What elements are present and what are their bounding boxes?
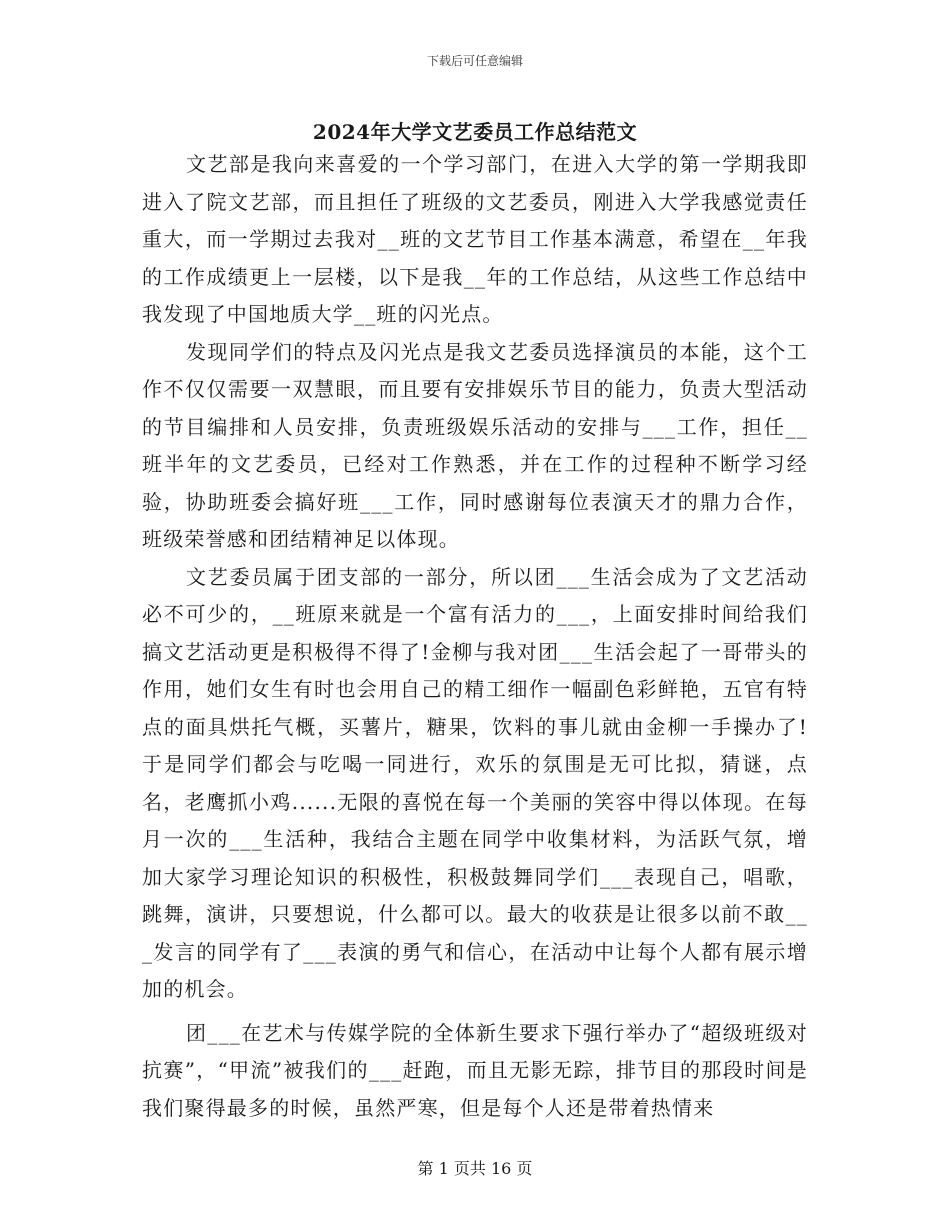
paragraph-1: 文艺部是我向来喜爱的一个学习部门，在进入大学的第一学期我即进入了院文艺部，而且担任了班级的文艺委员，刚进入大学我感觉责任重大，而一学期过去我对__班的文艺节目工作基本满意，希望在__年我的工作成绩更上一层楼，以下是我__年的工作总结，从这些工作总结中我发现了中国地质大学__班的闪光点。 — [142, 152, 808, 326]
page-header: 下载后可任意编辑 — [426, 54, 523, 68]
paragraph-2: 发现同学们的特点及闪光点是我文艺委员选择演员的本能，这个工作不仅仅需要一双慧眼，而且要有安排娱乐节目的能力，负责大型活动的节目编排和人员安排，负责班级娱乐活动的安排与___工作，担任__班半年的文艺委员，已经对工作熟悉，并在工作的过程种不断学习经验，协助班委会搞好班___工作，同时感谢每位表演天才的鼎力合作，班级荣誉感和团结精神足以体现。 — [142, 339, 808, 551]
paragraph-4: 团___在艺术与传媒学院的全体新生要求下强行举办了“超级班级对抗赛”，“甲流”被我们的___赶跑，而且无影无踪，排节目的那段时间是我们聚得最多的时候，虽然严寒，但是每个人还是带着热情来 — [142, 1020, 808, 1120]
page-footer: 第 1 页共 16 页 — [417, 1159, 533, 1178]
document-title: 2024年大学文艺委员工作总结范文 — [312, 120, 638, 144]
document-body — [142, 146, 808, 1127]
paragraph-3: 文艺委员属于团支部的一部分，所以团___生活会成为了文艺活动必不可少的，__班原来就是一个富有活力的___，上面安排时间给我们搞文艺活动更是积极得不得了!金柳与我对团___生活会起了一哥带头的作用，她们女生有时也会用自己的精工细作一幅副色彩鲜艳，五官有特点的面具烘托气概，买薯片，糖果，饮料的事儿就由金柳一手操办了!于是同学们都会与吃喝一同进行，欢乐的氛围是无可比拟，猜谜，点名，老鹰抓小鸡......无限的喜悦在每一个美丽的笑容中得以体现。在每月一次的___生活种，我结合主题在同学中收集材料，为活跃气氛，增加大家学习理论知识的积极性，积极鼓舞同学们___表现自己，唱歌，跳舞，演讲，只要想说，什么都可以。最大的收获是让很多以前不敢___发言的同学有了___表演的勇气和信心，在活动中让每个人都有展示增加的机会。 — [142, 564, 808, 1001]
